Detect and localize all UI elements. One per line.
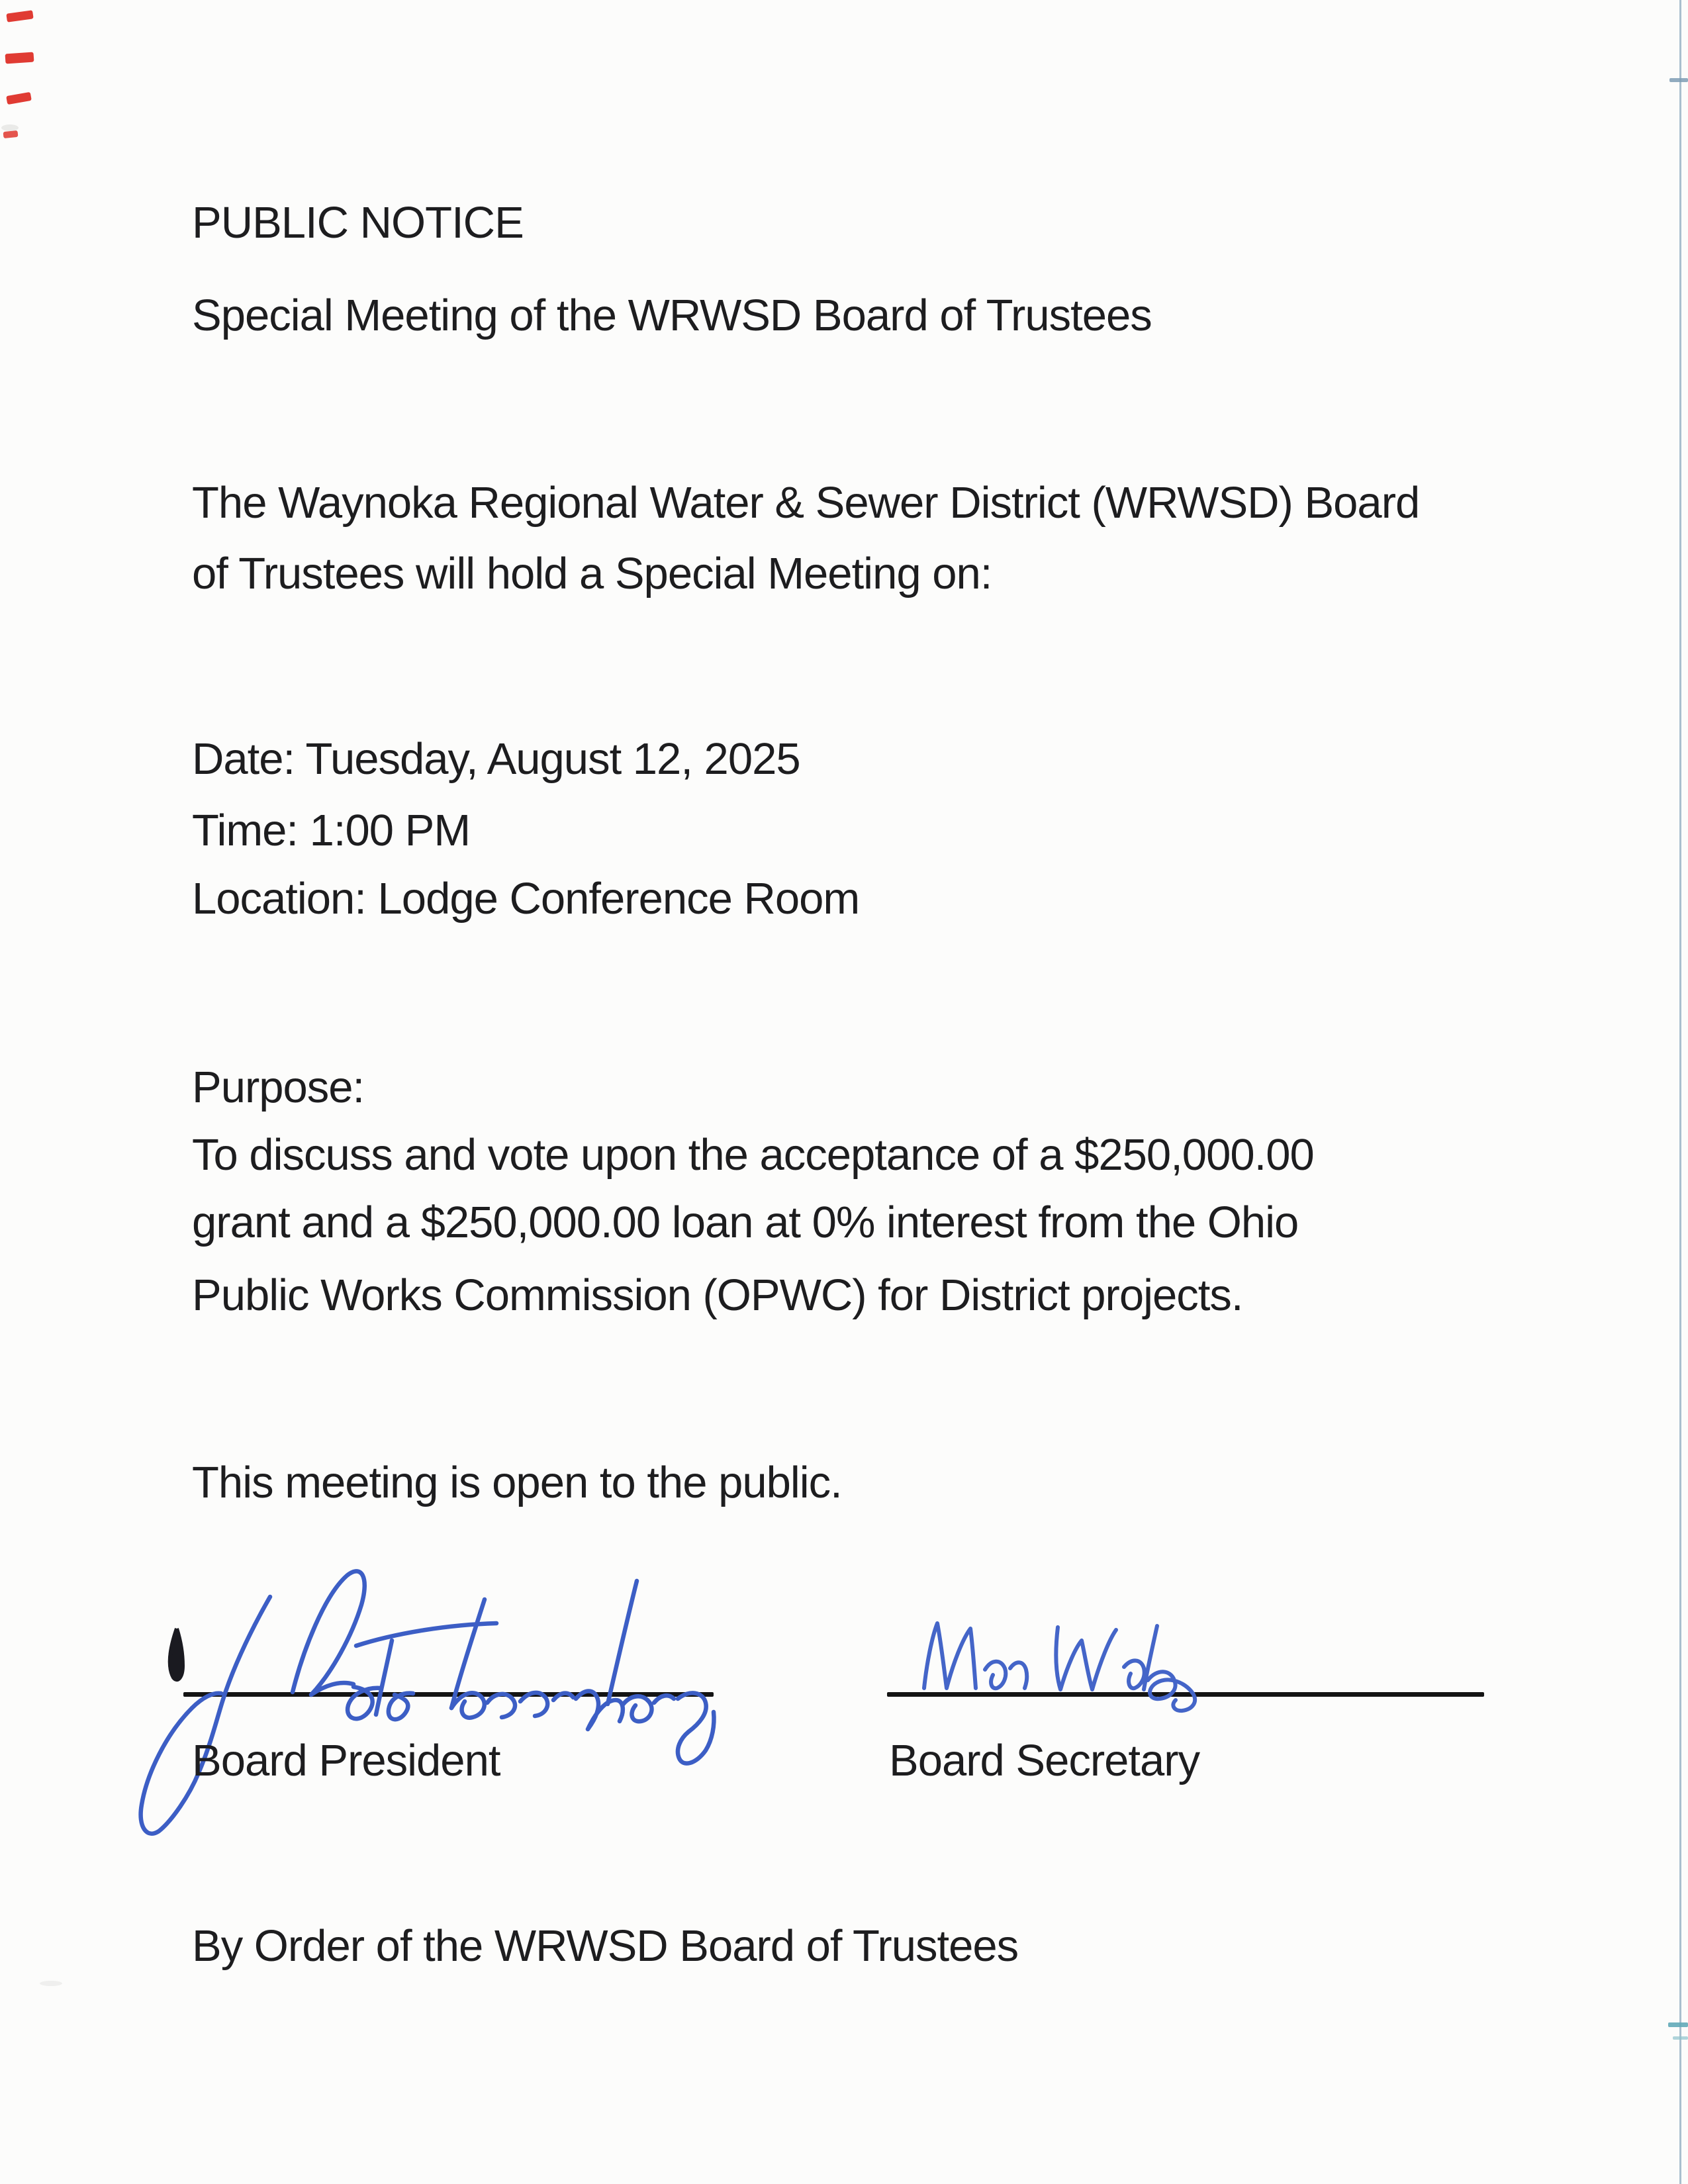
red-corner-mark [6, 10, 33, 22]
secretary-signature-line [887, 1692, 1484, 1697]
purpose-line-2: grant and a $250,000.00 loan at 0% interest from the Ohio [192, 1198, 1299, 1247]
meeting-location: Location: Lodge Conference Room [192, 874, 860, 924]
scan-smudge [40, 1981, 62, 1986]
president-signature-line [183, 1692, 714, 1697]
board-secretary-signature [880, 1589, 1291, 1734]
red-corner-mark [6, 92, 32, 105]
red-corner-mark [3, 130, 19, 138]
notice-subtitle: Special Meeting of the WRWSD Board of Trustees [192, 291, 1152, 340]
scanner-edge-tick [1669, 78, 1688, 82]
meeting-date: Date: Tuesday, August 12, 2025 [192, 734, 800, 784]
president-label: Board President [192, 1736, 500, 1785]
black-ink-blob [170, 1629, 183, 1680]
open-to-public-statement: This meeting is open to the public. [192, 1458, 842, 1507]
scan-smudge [1, 124, 19, 131]
purpose-heading: Purpose: [192, 1063, 365, 1112]
scanner-edge-tick [1673, 2036, 1688, 2040]
purpose-line-3: Public Works Commission (OPWC) for District projects. [192, 1270, 1243, 1320]
notice-title: PUBLIC NOTICE [192, 198, 524, 248]
intro-line-1: The Waynoka Regional Water & Sewer District (WRWSD) Board [192, 478, 1420, 528]
red-corner-mark [5, 52, 34, 64]
scanner-edge-tick [1668, 2022, 1688, 2027]
footer-order-statement: By Order of the WRWSD Board of Trustees [192, 1921, 1019, 1971]
secretary-label: Board Secretary [889, 1736, 1200, 1785]
scanner-edge-line [1679, 0, 1681, 2184]
intro-line-2: of Trustees will hold a Special Meeting on: [192, 549, 992, 598]
purpose-line-1: To discuss and vote upon the acceptance of a $250,000.00 [192, 1130, 1314, 1180]
meeting-time: Time: 1:00 PM [192, 806, 471, 855]
